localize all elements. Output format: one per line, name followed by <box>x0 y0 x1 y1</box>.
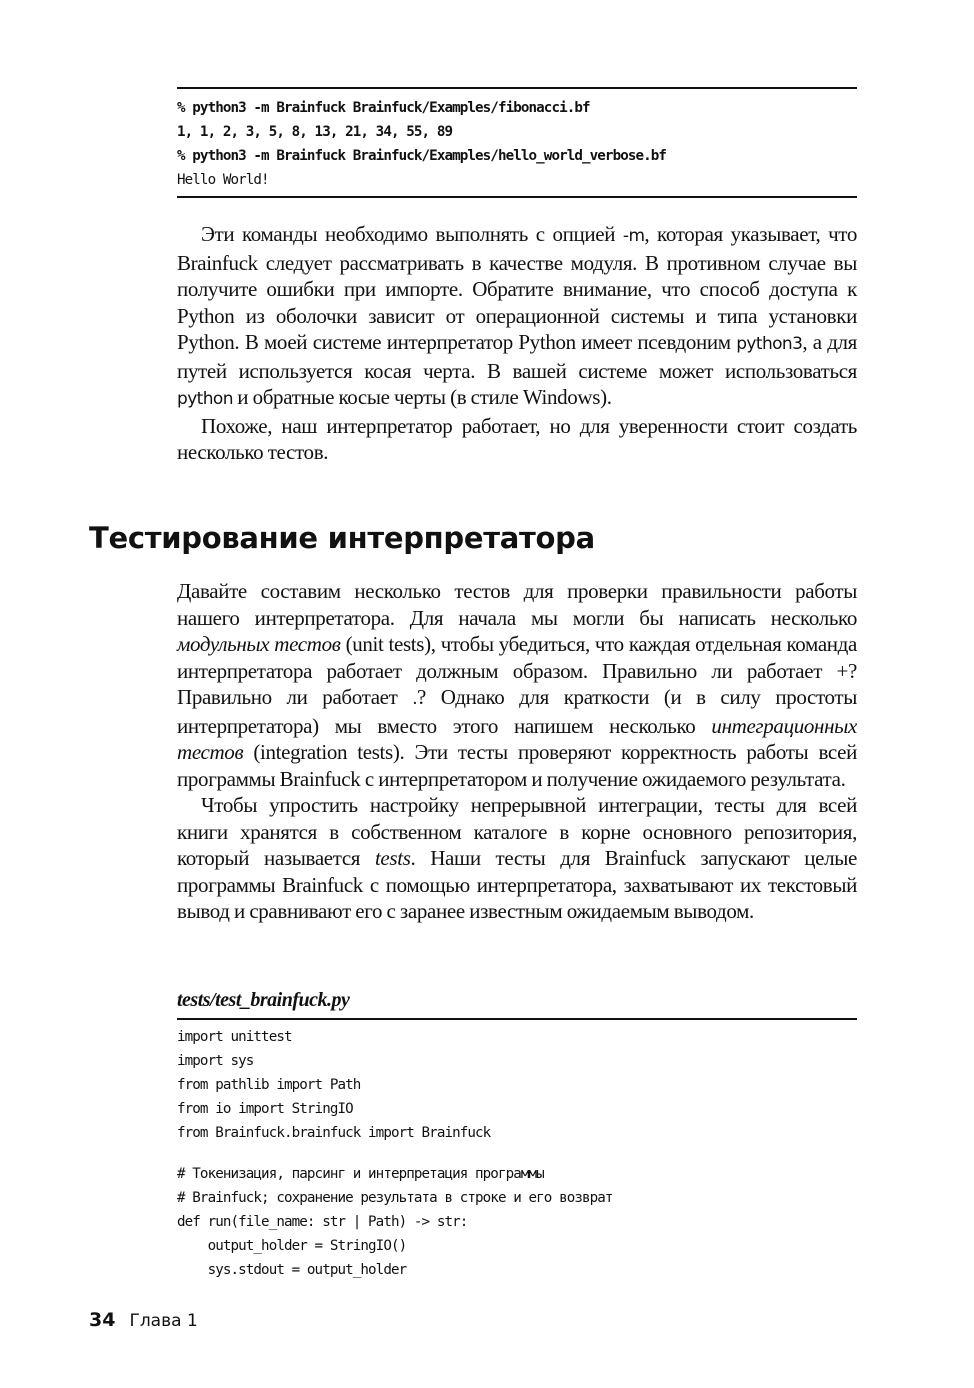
paragraph: Давайте составим несколько тестов для проверки правильности работы нашего интерпретатора. Для начала мы могли бы написать несколько модульных тестов (unit tests), чтобы убедиться, что каждая отдельная команда интерпретатора работает должным образом. Правильно ли работает +? Правильно ли работает .? Однако для краткости (и в силу простоты интерпретатора) мы вместо этого напишем несколько интеграционных тестов (integration tests). Эти тесты проверяют корректность работы всей программы Brainfuck с интерпретатором и получение ожидаемого результата. <box>177 579 858 791</box>
code-line: import unittest <box>177 1029 292 1045</box>
inline-code: -m <box>622 226 645 246</box>
terminal-output-block <box>177 87 857 198</box>
terminal-lines <box>177 89 857 196</box>
code-line: def run(file_name: str | Path) -> str: <box>177 1214 468 1230</box>
code-listing <box>177 989 857 1282</box>
paragraph: Эти команды необходимо выполнять с опцией -m, которая указывает, что Brainfuck следует рассматривать в качестве модуля. В противном случае вы получите ошибки при импорте. Обратите внимание, что способ доступа к Python из оболочки зависит от операционной системы и типа установки Python. В моей системе интерпретатор Python имеет псевдоним python3, а для путей используется косая черта. В вашей системе может использоваться python и обратные косые черты (в стиле Windows). <box>177 222 858 409</box>
terminal-line: % python3 -m Brainfuck Brainfuck/Examples/hello_world_verbose.bf <box>177 148 667 164</box>
code-line: from Brainfuck.brainfuck import Brainfuck <box>177 1125 491 1141</box>
section-heading: Тестирование интерпретатора <box>89 521 595 555</box>
chapter-label: Глава 1 <box>129 1311 198 1331</box>
emphasis: tests <box>374 846 411 870</box>
code-line: # Токенизация, парсинг и интерпретация программы <box>177 1166 544 1182</box>
code-line: from io import StringIO <box>177 1101 353 1117</box>
inline-code: python3 <box>736 334 803 354</box>
code-line: import sys <box>177 1053 254 1069</box>
inline-code: python <box>177 389 233 409</box>
code-line <box>177 1145 857 1162</box>
page-number: 34 <box>89 1309 116 1331</box>
emphasis: интеграционных тестов <box>177 713 857 764</box>
terminal-line: % python3 -m Brainfuck Brainfuck/Examples/fibonacci.bf <box>177 100 590 116</box>
code-line: # Brainfuck; сохранение результата в строке и его возврат <box>177 1190 613 1206</box>
section-text <box>177 578 857 925</box>
page-footer <box>89 1309 198 1331</box>
emphasis: модульных тестов <box>177 632 341 656</box>
listing-lines <box>177 1020 857 1282</box>
inline-code: . <box>412 689 418 709</box>
code-line: from pathlib import Path <box>177 1077 361 1093</box>
terminal-line: Hello World! <box>177 172 269 188</box>
code-line: sys.stdout = output_holder <box>177 1262 407 1278</box>
intro-text <box>177 221 857 466</box>
listing-caption: tests/test_brainfuck.py <box>177 989 350 1011</box>
paragraph: Похоже, наш интерпретатор работает, но для уверенности стоит создать несколько тестов. <box>177 413 857 464</box>
terminal-line: 1, 1, 2, 3, 5, 8, 13, 21, 34, 55, 89 <box>177 124 453 140</box>
code-line: output_holder = StringIO() <box>177 1238 407 1254</box>
paragraph: Чтобы упростить настройку непрерывной интеграции, тесты для всей книги хранятся в собственном каталоге в корне основного репозитория, который называется tests. Наши тесты для Brainfuck запускают целые программы Brainfuck с помощью интерпретатора, захватывают их текстовый вывод и сравнивают его с заранее известным ожидаемым выводом. <box>177 793 857 923</box>
bottom-rule <box>177 196 857 198</box>
